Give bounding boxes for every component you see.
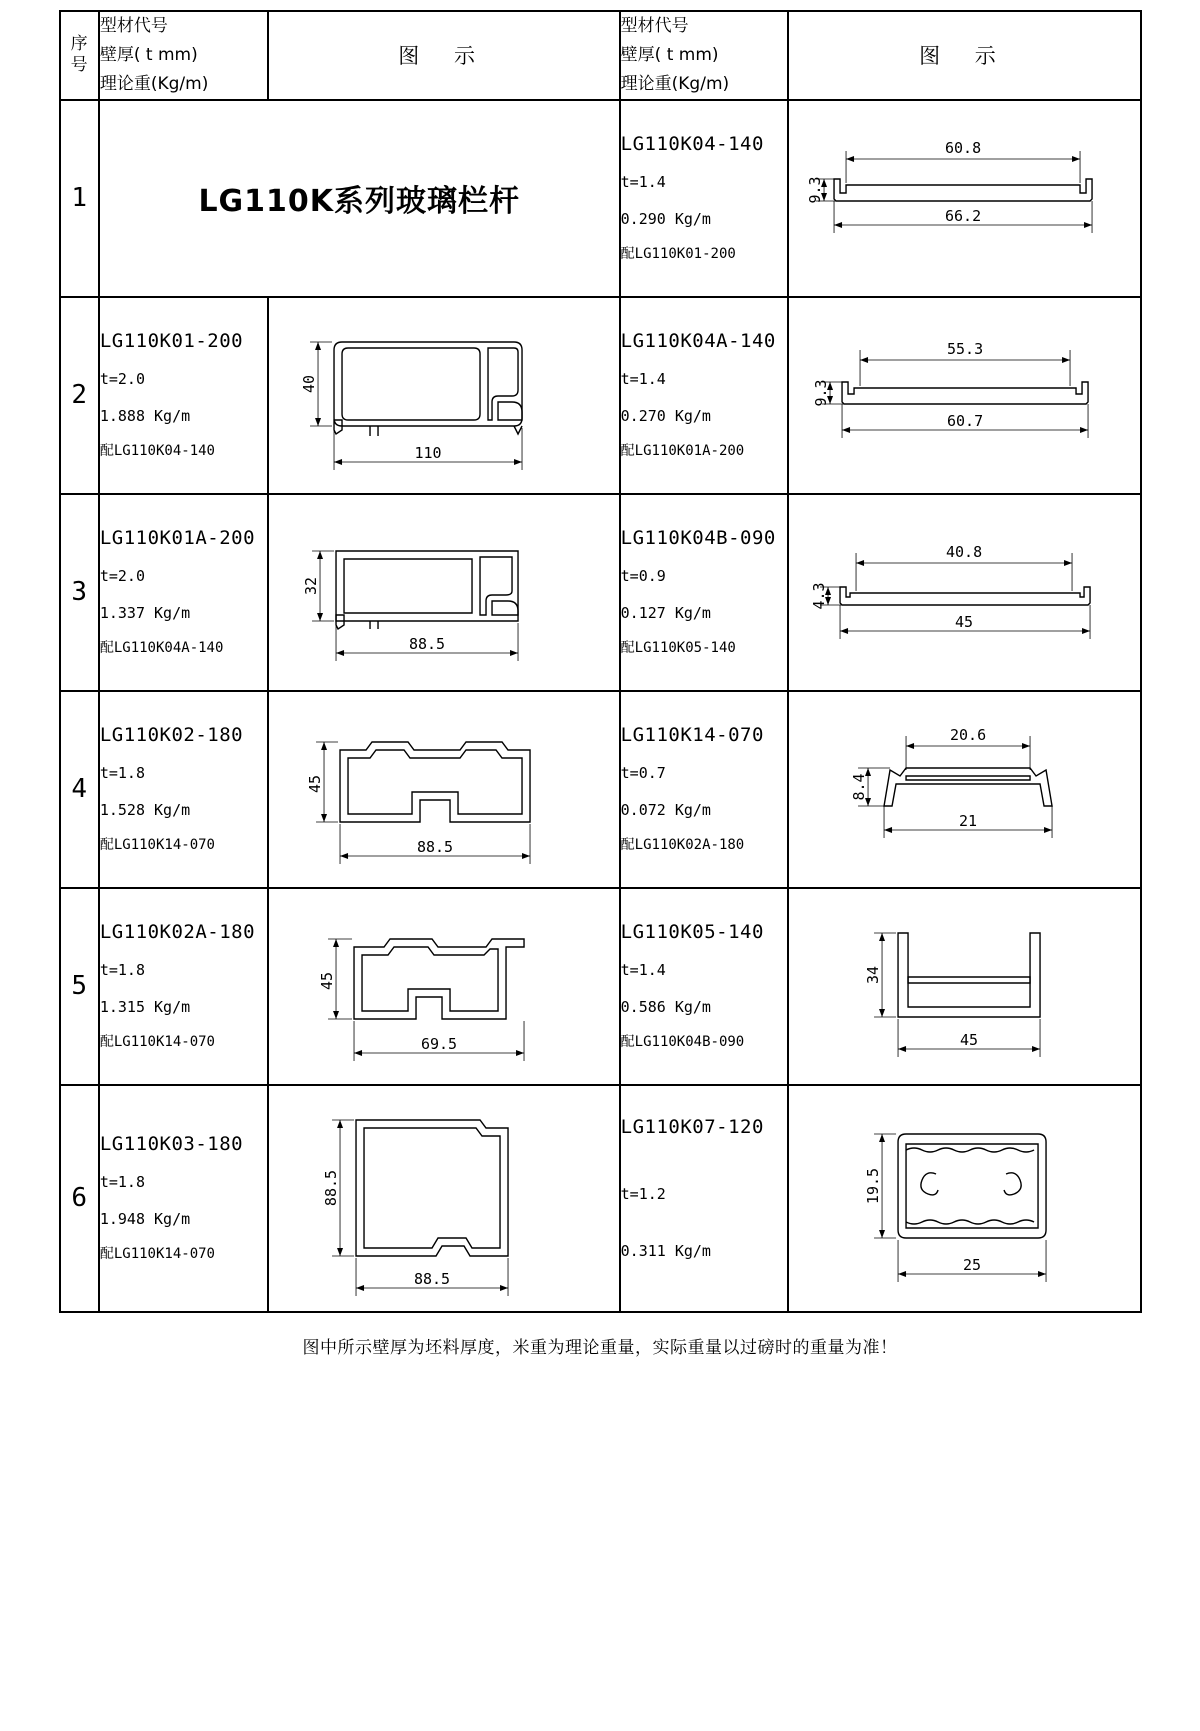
dim-height: 40 xyxy=(299,374,318,393)
profile-figure xyxy=(268,691,620,888)
profile-spec xyxy=(620,494,789,691)
profile-spec xyxy=(99,1085,268,1312)
figure-canvas xyxy=(789,101,1139,296)
profile-weight: 1.315 Kg/m xyxy=(99,997,191,1016)
profile-code: LG110K01A-200 xyxy=(99,526,256,549)
pair-prefix: 配 xyxy=(99,1246,114,1263)
header-index-line2: 号 xyxy=(70,55,88,76)
profile-weight: 0.586 Kg/m xyxy=(620,997,711,1016)
profile-spec xyxy=(620,691,789,888)
profile-drawing-lg110k01a-200 xyxy=(269,495,619,690)
profile-drawing-lg110k04a-140 xyxy=(789,298,1139,493)
dim-top: 40.8 xyxy=(946,542,983,561)
pair-code: LG110K04-140 xyxy=(113,443,215,460)
profile-thickness: t=2.0 xyxy=(99,370,145,389)
pair-prefix: 配 xyxy=(620,443,635,460)
profile-thickness: t=1.2 xyxy=(620,1185,666,1204)
dim-width: 110 xyxy=(414,443,442,462)
dim-height: 45 xyxy=(317,971,336,990)
profile-thickness: t=0.7 xyxy=(620,764,666,783)
profile-figure xyxy=(788,691,1140,888)
pair-code: LG110K04B-090 xyxy=(634,1034,745,1051)
profile-weight: 0.270 Kg/m xyxy=(620,406,711,425)
profile-drawing-lg110k04b-090 xyxy=(789,495,1139,690)
header-figure-left: 图 示 xyxy=(268,11,620,100)
table-row xyxy=(60,691,1141,888)
figure-canvas xyxy=(789,298,1139,493)
dim-width: 25 xyxy=(963,1255,982,1274)
pair-code: LG110K04A-140 xyxy=(113,640,224,657)
profile-figure xyxy=(788,297,1140,494)
profile-code: LG110K03-180 xyxy=(99,1132,244,1155)
profile-code: LG110K14-070 xyxy=(620,723,764,746)
profile-pair xyxy=(621,838,788,853)
table-header-row xyxy=(60,11,1141,100)
profile-spec xyxy=(620,888,789,1085)
profile-figure xyxy=(268,297,620,494)
profile-weight: 1.337 Kg/m xyxy=(99,603,191,622)
profile-weight: 1.948 Kg/m xyxy=(99,1209,191,1228)
dim-width: 88.5 xyxy=(413,1269,450,1288)
header-index-line1: 序 xyxy=(70,34,88,55)
header-spec-line2: 壁厚( t mm) xyxy=(620,44,719,65)
profile-spec xyxy=(99,494,268,691)
pair-prefix: 配 xyxy=(99,640,114,657)
profile-weight: 0.127 Kg/m xyxy=(620,603,711,622)
pair-code: LG110K01-200 xyxy=(634,246,736,263)
pair-prefix: 配 xyxy=(620,246,635,263)
table-row xyxy=(60,888,1141,1085)
header-index xyxy=(60,11,99,100)
profile-thickness: t=1.4 xyxy=(620,173,666,192)
pair-code: LG110K01A-200 xyxy=(634,443,745,460)
profile-figure xyxy=(788,888,1140,1085)
pair-code: LG110K14-070 xyxy=(113,837,215,854)
dim-width: 88.5 xyxy=(416,837,453,856)
figure-canvas xyxy=(269,889,619,1084)
dim-left: 9.3 xyxy=(806,176,825,204)
dim-left: 4.3 xyxy=(810,582,829,610)
figure-canvas xyxy=(269,1086,619,1311)
dim-height: 45 xyxy=(305,774,324,793)
figure-canvas xyxy=(789,692,1139,887)
pair-prefix: 配 xyxy=(620,1034,635,1051)
dim-width: 69.5 xyxy=(420,1034,457,1053)
pair-prefix: 配 xyxy=(99,443,114,460)
profile-code: LG110K02-180 xyxy=(99,723,244,746)
dim-left: 8.4 xyxy=(850,773,869,801)
profile-pair xyxy=(100,1035,267,1050)
header-spec-right xyxy=(620,11,789,100)
row-index: 2 xyxy=(60,297,99,494)
header-figure-right: 图 示 xyxy=(788,11,1140,100)
profile-spec-table xyxy=(59,10,1142,1313)
dim-top: 55.3 xyxy=(947,339,984,358)
header-spec-line1: 型材代号 xyxy=(620,16,689,36)
profile-weight: 0.072 Kg/m xyxy=(620,800,711,819)
profile-code: LG110K02A-180 xyxy=(99,920,256,943)
pair-prefix: 配 xyxy=(99,837,114,854)
profile-drawing-lg110k02a-180 xyxy=(269,889,619,1084)
row-index: 6 xyxy=(60,1085,99,1312)
profile-thickness: t=2.0 xyxy=(99,567,145,586)
row-index: 4 xyxy=(60,691,99,888)
profile-code: LG110K07-120 xyxy=(620,1116,764,1139)
figure-canvas xyxy=(789,1086,1139,1311)
pair-code: LG110K05-140 xyxy=(634,640,736,657)
series-banner: LG110K系列玻璃栏杆 xyxy=(99,100,620,297)
pair-prefix: 配 xyxy=(620,640,635,657)
dim-left: 9.3 xyxy=(812,379,831,407)
profile-thickness: t=1.4 xyxy=(620,961,666,980)
profile-pair xyxy=(621,641,788,656)
profile-thickness: t=1.8 xyxy=(99,764,145,783)
table-row xyxy=(60,297,1141,494)
header-spec-left xyxy=(99,11,268,100)
profile-figure xyxy=(788,1085,1140,1312)
profile-pair xyxy=(621,444,788,459)
table-row xyxy=(60,100,1141,297)
profile-spec xyxy=(620,1085,789,1312)
profile-drawing-lg110k03-180 xyxy=(269,1086,619,1311)
figure-canvas xyxy=(269,298,619,493)
profile-code: LG110K05-140 xyxy=(620,920,764,943)
profile-pair xyxy=(100,641,267,656)
row-index: 3 xyxy=(60,494,99,691)
dim-height: 19.5 xyxy=(864,1167,883,1204)
profile-code: LG110K04-140 xyxy=(620,132,764,155)
profile-drawing-lg110k07-120 xyxy=(789,1086,1139,1311)
pair-code: LG110K14-070 xyxy=(113,1034,215,1051)
profile-drawing-lg110k01-200 xyxy=(269,298,619,493)
pair-code: LG110K14-070 xyxy=(113,1246,215,1263)
footnote: 图中所示壁厚为坯料厚度，米重为理论重量，实际重量以过磅时的重量为准！ xyxy=(302,1337,898,1358)
header-spec-line1: 型材代号 xyxy=(99,16,168,36)
profile-spec xyxy=(620,100,789,297)
profile-thickness: t=1.8 xyxy=(99,961,145,980)
profile-code: LG110K04B-090 xyxy=(620,526,776,549)
dim-bottom: 66.2 xyxy=(945,206,982,225)
profile-weight: 0.311 Kg/m xyxy=(620,1241,711,1260)
header-spec-line3: 理论重(Kg/m) xyxy=(99,73,209,94)
profile-drawing-lg110k14-070 xyxy=(789,692,1139,887)
profile-drawing-lg110k04-140 xyxy=(789,101,1139,296)
profile-pair xyxy=(100,838,267,853)
profile-spec xyxy=(620,297,789,494)
table-row xyxy=(60,494,1141,691)
row-index: 1 xyxy=(60,100,99,297)
figure-canvas xyxy=(269,495,619,690)
profile-spec xyxy=(99,691,268,888)
figure-canvas xyxy=(269,692,619,887)
dim-top: 60.8 xyxy=(945,138,982,157)
header-spec-line2: 壁厚( t mm) xyxy=(99,44,198,65)
profile-spec xyxy=(99,297,268,494)
profile-drawing-lg110k05-140 xyxy=(789,889,1139,1084)
profile-pair xyxy=(621,247,788,262)
dim-height: 88.5 xyxy=(321,1169,340,1206)
pair-prefix: 配 xyxy=(620,837,635,854)
profile-figure xyxy=(788,100,1140,297)
profile-pair xyxy=(100,444,267,459)
profile-thickness: t=0.9 xyxy=(620,567,666,586)
profile-weight: 0.290 Kg/m xyxy=(620,209,711,228)
dim-width: 88.5 xyxy=(408,634,445,653)
row-index: 5 xyxy=(60,888,99,1085)
profile-drawing-lg110k02-180 xyxy=(269,692,619,887)
dim-top: 20.6 xyxy=(950,725,987,744)
dim-bottom: 60.7 xyxy=(947,411,984,430)
header-spec-line3: 理论重(Kg/m) xyxy=(620,73,730,94)
profile-thickness: t=1.4 xyxy=(620,370,666,389)
figure-canvas xyxy=(789,889,1139,1084)
dim-bottom: 21 xyxy=(959,811,978,830)
profile-weight: 1.888 Kg/m xyxy=(99,406,191,425)
profile-spec xyxy=(99,888,268,1085)
dim-height: 34 xyxy=(864,965,883,984)
profile-thickness: t=1.8 xyxy=(99,1173,145,1192)
dim-width: 45 xyxy=(960,1030,979,1049)
profile-pair xyxy=(621,1035,788,1050)
pair-code: LG110K02A-180 xyxy=(634,837,745,854)
dim-height: 32 xyxy=(301,576,320,595)
profile-weight: 1.528 Kg/m xyxy=(99,800,191,819)
table-row xyxy=(60,1085,1141,1312)
profile-figure xyxy=(788,494,1140,691)
profile-figure xyxy=(268,1085,620,1312)
profile-code: LG110K04A-140 xyxy=(620,329,776,352)
figure-canvas xyxy=(789,495,1139,690)
pair-prefix: 配 xyxy=(99,1034,114,1051)
profile-pair xyxy=(100,1247,267,1262)
profile-figure xyxy=(268,888,620,1085)
profile-code: LG110K01-200 xyxy=(99,329,244,352)
profile-figure xyxy=(268,494,620,691)
dim-bottom: 45 xyxy=(955,612,974,631)
